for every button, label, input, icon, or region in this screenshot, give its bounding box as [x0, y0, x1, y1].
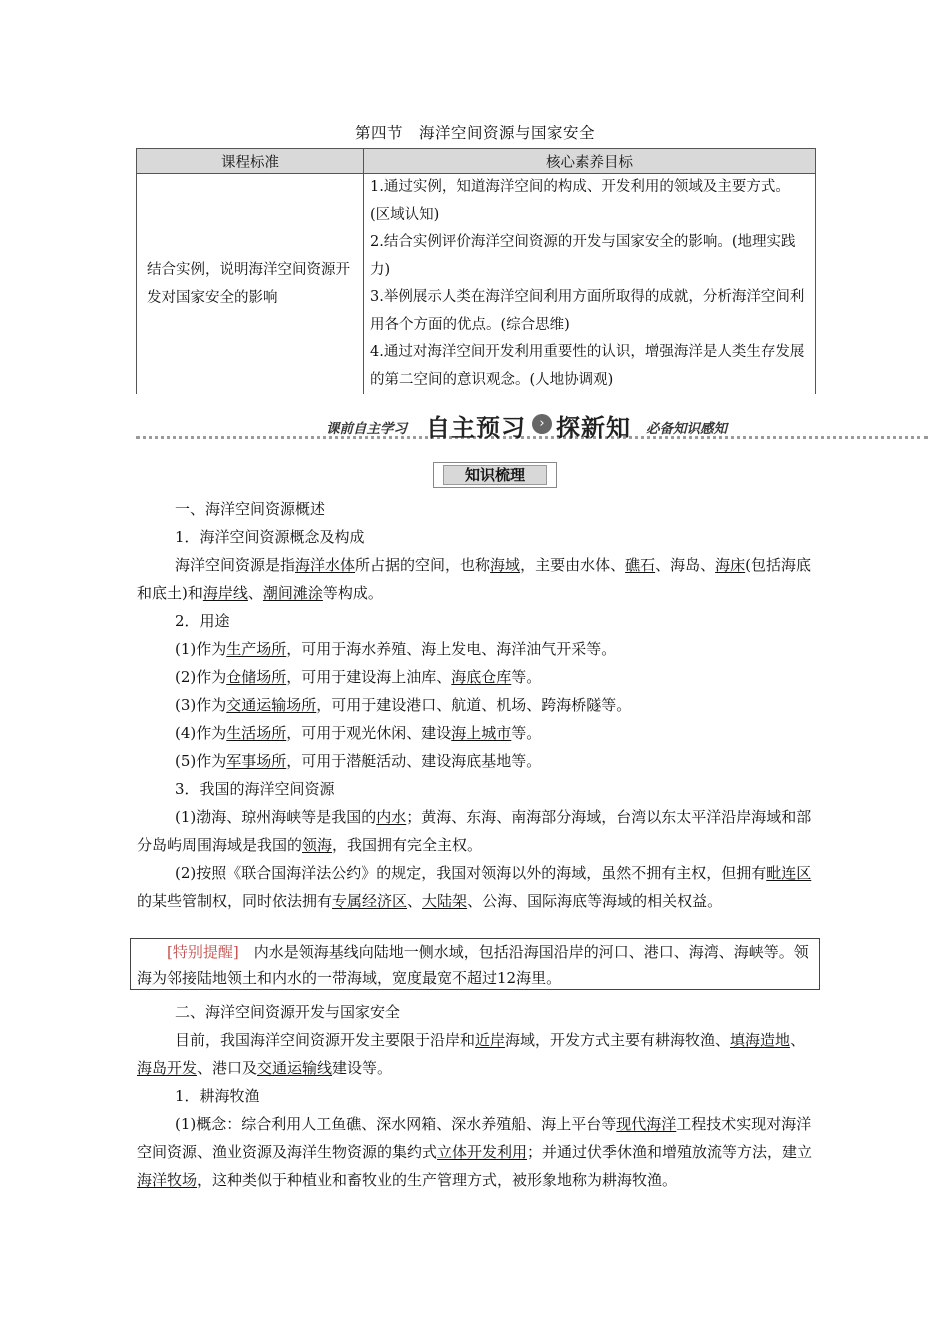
heading-2-1: 1．耕海牧渔: [175, 1087, 260, 1105]
knowledge-content-2: [137, 998, 817, 1194]
course-standard-cell: 结合实例，说明海洋空间资源开发对国家安全的影响: [137, 174, 364, 395]
page-title: 第四节 海洋空间资源与国家安全: [354, 124, 595, 142]
core-goals-cell: [364, 174, 816, 395]
knowledge-content: [137, 495, 817, 915]
reminder-tag: [特别提醒]: [167, 943, 239, 961]
section-banner: [136, 408, 928, 440]
list-item: (2)作为仓储场所，可用于建设海上油库、海底仓库等。: [175, 668, 542, 686]
goal-item: 2.结合实例评价海洋空间资源的开发与国家安全的影响。(地理实践力): [370, 234, 796, 278]
list-item: (1)作为生产场所，可用于海水养殖、海上发电、海洋油气开采等。: [175, 640, 617, 658]
heading-1: 一、海洋空间资源概述: [175, 500, 326, 518]
goal-item: 4.通过对海洋空间开发利用重要性的认识，增强海洋是人类生存发展的第二空间的意识观念。(人地协调观): [370, 344, 805, 388]
paragraph-unclos: (2)按照《联合国海洋法公约》的规定，我国对领海以外的海域，虽然不拥有主权，但拥有毗连区的某些管制权，同时依法拥有专属经济区、大陆架、公海、国际海底等海域的相关权益。: [137, 864, 812, 910]
header-core-goals: 核心素养目标: [364, 149, 816, 174]
standards-table: [136, 148, 816, 394]
paragraph-inner-waters: (1)渤海、琼州海峡等是我国的内水；黄海、东海、南海部分海域，台湾以东太平洋沿岸海域和部分岛屿周围海域是我国的领海，我国拥有完全主权。: [137, 808, 812, 854]
special-reminder-box: [130, 938, 820, 990]
banner-left-caption: 课前自主学习: [326, 421, 407, 437]
list-item: (5)作为军事场所，可用于潜艇活动、建设海底基地等。: [175, 752, 542, 770]
list-item: (4)作为生活场所，可用于观光休闲、建设海上城市等。: [175, 724, 542, 742]
label-text: 知识梳理: [443, 465, 547, 485]
banner-dotted-rule: [136, 436, 928, 439]
heading-1-1: 1．海洋空间资源概念及构成: [175, 528, 365, 546]
banner-right-caption: 必备知识感知: [646, 421, 727, 437]
arrow-right-icon: ›: [532, 414, 552, 434]
banner-title-part2: 探新知: [556, 414, 631, 442]
heading-1-3: 3．我国的海洋空间资源: [175, 780, 335, 798]
heading-2: 二、海洋空间资源开发与国家安全: [175, 1003, 401, 1021]
paragraph-concept: 海洋空间资源是指海洋水体所占据的空间，也称海域，主要由水体、礁石、海岛、海床(包括海底和底土)和海岸线、潮间滩涂等构成。: [137, 556, 811, 602]
knowledge-section-label: [433, 462, 557, 488]
header-course-standard: 课程标准: [137, 149, 364, 174]
list-item: (3)作为交通运输场所，可用于建设港口、航道、机场、跨海桥隧等。: [175, 696, 632, 714]
goal-item: 1.通过实例，知道海洋空间的构成、开发利用的领域及主要方式。(区域认知): [370, 179, 790, 223]
reminder-text: 内水是领海基线向陆地一侧水域，包括沿海国沿岸的河口、港口、海湾、海峡等。领海为邻接陆地领土和内水的一带海域，宽度最宽不超过12海里。: [137, 943, 809, 987]
banner-title-part1: 自主预习: [426, 414, 526, 442]
paragraph-development: 目前，我国海洋空间资源开发主要限于沿岸和近岸海域，开发方式主要有耕海牧渔、填海造地、海岛开发、港口及交通运输线建设等。: [137, 1031, 806, 1077]
paragraph-marine-ranching: (1)概念：综合利用人工鱼礁、深水网箱、深水养殖船、海上平台等现代海洋工程技术实现对海洋空间资源、渔业资源及海洋生物资源的集约式立体开发利用；并通过伏季休渔和增殖放流等方法，建立海洋牧场，这种类似于种植业和畜牧业的生产管理方式，被形象地称为耕海牧渔。: [137, 1115, 813, 1189]
heading-1-2: 2．用途: [175, 612, 230, 630]
goal-item: 3.举例展示人类在海洋空间利用方面所取得的成就，分析海洋空间利用各个方面的优点。(综合思维): [370, 289, 805, 333]
